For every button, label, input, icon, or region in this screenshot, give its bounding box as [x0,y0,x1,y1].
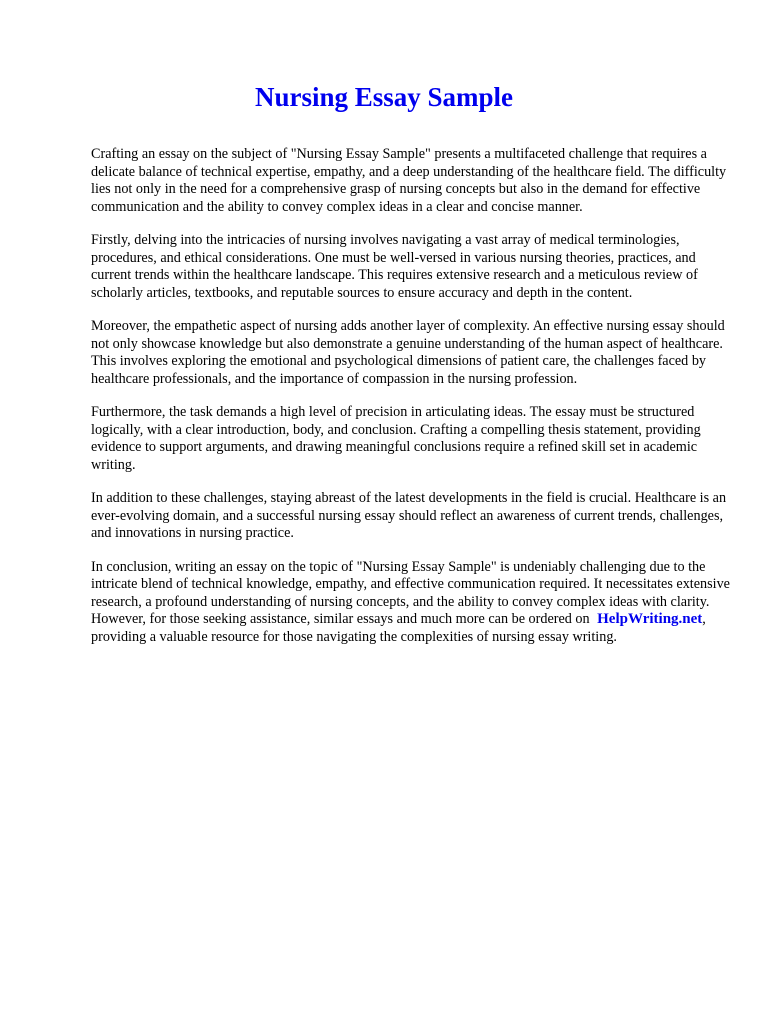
paragraph-moreover: Moreover, the empathetic aspect of nursing adds another layer of complexity. An effective nursing essay should not only showcase knowledge but also demonstrate a genuine understanding of the human aspect of healthcare. This involves exploring the emotional and psychological dimensions of patient care, the challenges faced by healthcare professionals, and the importance of compassion in the nursing profession. [91,318,725,387]
paragraph-addition: In addition to these challenges, staying abreast of the latest developments in the field is crucial. Healthcare is an ever-evolving domain, and a successful nursing essay should reflect an awareness of current trends, challenges, and innovations in nursing practice. [91,490,727,541]
paragraph-conclusion [91,559,731,647]
paragraph-firstly: Firstly, delving into the intricacies of nursing involves navigating a vast array of medical terminologies, procedures, and ethical considerations. One must be well-versed in various nursing theories, practices, and current trends within the healthcare landscape. This requires extensive research and a meticulous review of scholarly articles, textbooks, and reputable sources to ensure accuracy and depth in the content. [91,232,698,301]
conclusion-text-after-link: , providing a valuable resource for those navigating the complexities of nursing essay writing. [91,611,706,645]
essay-body [91,146,731,662]
page-title: Nursing Essay Sample [254,82,514,112]
paragraph-intro: Crafting an essay on the subject of "Nursing Essay Sample" presents a multifaceted challenge that requires a delicate balance of technical expertise, empathy, and a deep understanding of the healthcare field. The difficulty lies not only in the need for a comprehensive grasp of nursing concepts but also in the demand for effective communication and the ability to convey complex ideas in a clear and concise manner. [91,146,727,215]
helpwriting-link[interactable]: HelpWriting.net [597,611,703,627]
conclusion-text-before-link: In conclusion, writing an essay on the topic of "Nursing Essay Sample" is undeniably challenging due to the intricate blend of technical knowledge, empathy, and effective communication required. It necessitates extensive research, a profound understanding of nursing concepts, and the ability to convey complex ideas with clarity. However, for those seeking assistance, similar essays and much more can be ordered on [91,558,730,627]
paragraph-furthermore: Furthermore, the task demands a high level of precision in articulating ideas. The essay must be structured logically, with a clear introduction, body, and conclusion. Crafting a compelling thesis statement, providing evidence to support arguments, and drawing meaningful conclusions require a refined skill set in academic writing. [91,404,701,473]
